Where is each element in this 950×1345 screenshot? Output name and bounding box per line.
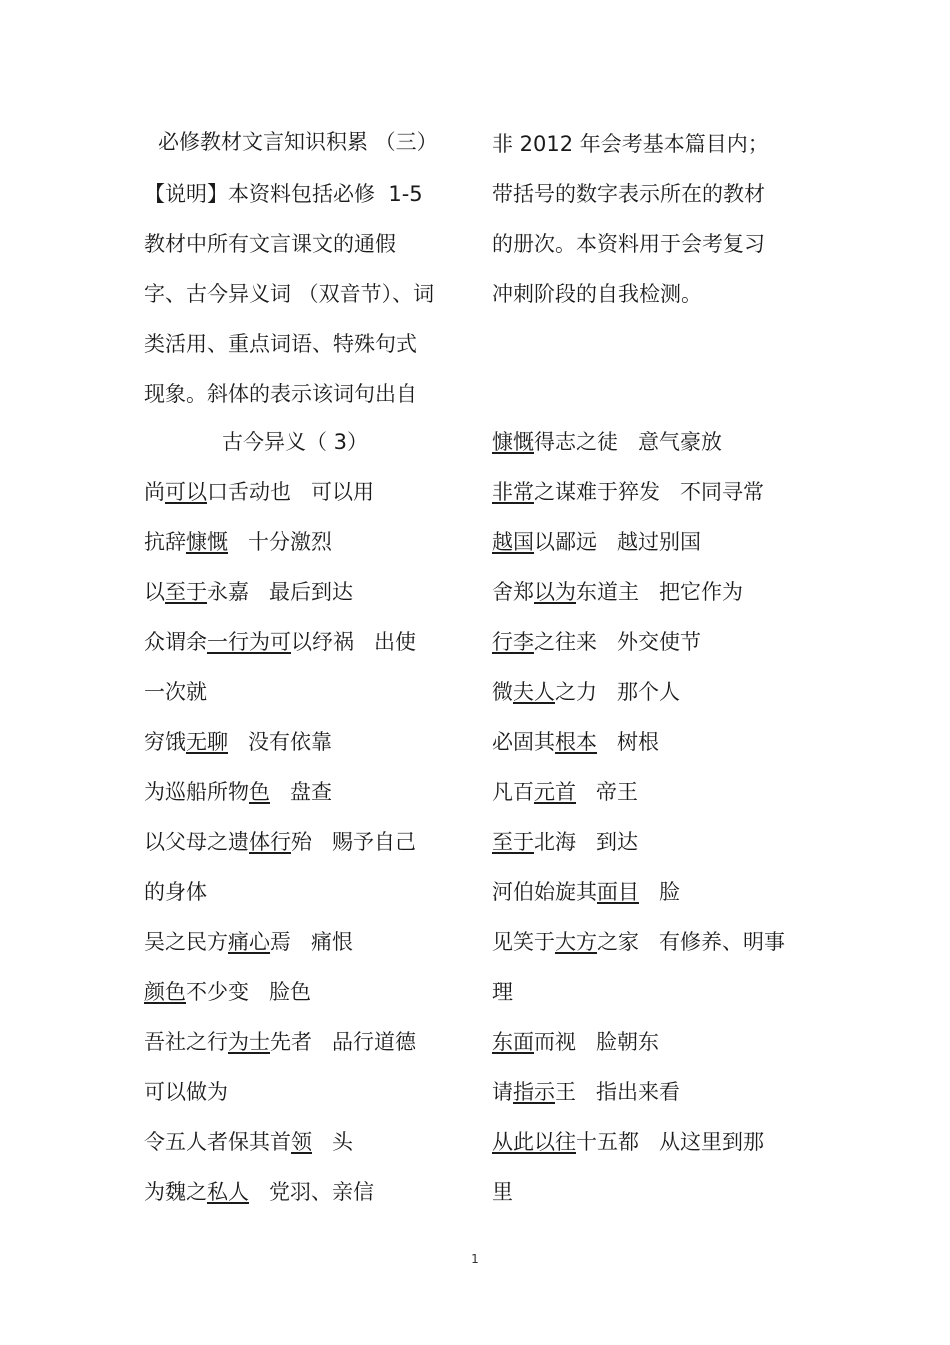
entry-keyword: 面目 — [597, 880, 639, 904]
entry-keyword: 慷慨 — [186, 530, 228, 554]
entry-text: 以纾祸 — [291, 630, 354, 654]
entry-meaning: 脸色 — [269, 980, 311, 1004]
entry-line — [492, 428, 722, 456]
entry-line — [144, 928, 353, 956]
entry-keyword: 为士 — [228, 1030, 270, 1054]
entry-text: 舍郑 — [492, 580, 534, 604]
entry-text: 之谋难于猝发 — [534, 480, 660, 504]
entry-line — [144, 828, 416, 856]
entry-keyword: 从此以往 — [492, 1130, 576, 1154]
entry-text: 之家 — [597, 930, 639, 954]
entry-text: 吴之民方 — [144, 930, 228, 954]
entry-keyword: 无聊 — [186, 730, 228, 754]
entry-keyword: 以为 — [534, 580, 576, 604]
entry-text: 以鄙远 — [534, 530, 597, 554]
intro-line: 冲刺阶段的自我检测。 — [492, 282, 702, 306]
entry-text: 河伯始旋其 — [492, 880, 597, 904]
entry-text: 北海 — [534, 830, 576, 854]
entry-text: 理 — [492, 980, 513, 1004]
entry-keyword: 颜色 — [144, 980, 186, 1004]
intro-line: 带括号的数字表示所在的教材 — [492, 182, 765, 206]
entry-line — [492, 1028, 659, 1056]
intro-line: 非 2012 年会考基本篇目内； — [492, 132, 769, 156]
entry-keyword: 私人 — [207, 1180, 249, 1204]
entry-text: 东道主 — [576, 580, 639, 604]
entry-text: 请 — [492, 1080, 513, 1104]
page-title: 必修教材文言知识积累 （三） — [158, 130, 438, 154]
entry-meaning: 脸朝东 — [596, 1030, 659, 1054]
entry-line — [492, 978, 513, 1006]
entry-text: 抗辞 — [144, 530, 186, 554]
entry-line — [492, 1128, 764, 1156]
section-heading: 古今异义（ 3） — [222, 430, 369, 454]
entry-meaning: 越过别国 — [617, 530, 701, 554]
entry-text: 凡百 — [492, 780, 534, 804]
entry-meaning: 有修养、明事 — [659, 930, 785, 954]
entry-meaning: 品行道德 — [332, 1030, 416, 1054]
entry-text: 里 — [492, 1180, 513, 1204]
entry-keyword: 越国 — [492, 530, 534, 554]
entry-meaning: 党羽、亲信 — [269, 1180, 374, 1204]
entry-meaning: 脸 — [659, 880, 680, 904]
entry-text: 见笑于 — [492, 930, 555, 954]
entry-meaning: 不同寻常 — [680, 480, 764, 504]
entry-line — [492, 1178, 513, 1206]
entry-keyword: 痛心 — [228, 930, 270, 954]
entry-keyword: 至于 — [492, 830, 534, 854]
entry-meaning: 头 — [332, 1130, 353, 1154]
entry-meaning: 帝王 — [596, 780, 638, 804]
entry-line — [144, 528, 332, 556]
entry-meaning: 从这里到那 — [659, 1130, 764, 1154]
entry-keyword: 非常 — [492, 480, 534, 504]
entry-keyword: 领 — [291, 1130, 312, 1154]
intro-line: 字、古今异义词 （双音节）、词 — [144, 282, 435, 306]
intro-line: 教材中所有文言课文的通假 — [144, 232, 396, 256]
entry-text: 微 — [492, 680, 513, 704]
intro-line: 现象。斜体的表示该词句出自 — [144, 382, 417, 406]
entry-text: 殆 — [291, 830, 312, 854]
entry-line — [492, 878, 680, 906]
entry-keyword: 体行 — [249, 830, 291, 854]
intro-line: 类活用、重点词语、特殊句式 — [144, 332, 417, 356]
entry-line — [144, 678, 207, 706]
page-number: 1 — [471, 1252, 479, 1266]
entry-text: 众谓余 — [144, 630, 207, 654]
entry-line — [492, 628, 701, 656]
entry-keyword: 指示 — [513, 1080, 555, 1104]
entry-text: 令五人者保其首 — [144, 1130, 291, 1154]
entry-line — [492, 678, 680, 706]
entry-line — [144, 1128, 353, 1156]
entry-meaning: 到达 — [596, 830, 638, 854]
entry-line — [492, 528, 701, 556]
entry-text: 口舌动也 — [207, 480, 291, 504]
entry-keyword: 夫人 — [513, 680, 555, 704]
intro-line: 【说明】本资料包括必修 1-5 — [144, 182, 423, 206]
entry-text: 尚 — [144, 480, 165, 504]
entry-text: 穷饿 — [144, 730, 186, 754]
entry-keyword: 一行为可 — [207, 630, 291, 654]
entry-meaning: 出使 — [374, 630, 416, 654]
entry-text: 必固其 — [492, 730, 555, 754]
entry-keyword: 慷慨 — [492, 430, 534, 454]
entry-text: 以 — [144, 580, 165, 604]
entry-line — [144, 1078, 228, 1106]
entry-keyword: 行李 — [492, 630, 534, 654]
entry-keyword: 色 — [249, 780, 270, 804]
entry-line — [144, 878, 207, 906]
entry-line — [492, 828, 638, 856]
entry-text: 之往来 — [534, 630, 597, 654]
entry-line — [144, 1028, 416, 1056]
entry-keyword: 大方 — [555, 930, 597, 954]
entry-meaning: 痛恨 — [311, 930, 353, 954]
entry-text: 王 — [555, 1080, 576, 1104]
entry-text: 永嘉 — [207, 580, 249, 604]
entry-meaning: 可以用 — [311, 480, 374, 504]
entry-text: 而视 — [534, 1030, 576, 1054]
entry-line — [492, 578, 743, 606]
entry-text: 一次就 — [144, 680, 207, 704]
entry-line — [492, 728, 659, 756]
entry-line — [492, 478, 764, 506]
entry-keyword: 可以 — [165, 480, 207, 504]
entry-meaning: 意气豪放 — [638, 430, 722, 454]
entry-meaning: 把它作为 — [659, 580, 743, 604]
entry-line — [144, 728, 332, 756]
entry-line — [492, 1078, 680, 1106]
entry-line — [144, 478, 374, 506]
entry-keyword: 根本 — [555, 730, 597, 754]
entry-keyword: 元首 — [534, 780, 576, 804]
entry-line — [144, 578, 353, 606]
entry-text: 不少变 — [186, 980, 249, 1004]
entry-meaning: 树根 — [617, 730, 659, 754]
entry-meaning: 外交使节 — [617, 630, 701, 654]
entry-text: 之力 — [555, 680, 597, 704]
entry-text: 得志之徒 — [534, 430, 618, 454]
entry-line — [492, 778, 638, 806]
entry-meaning: 那个人 — [617, 680, 680, 704]
entry-line — [144, 978, 311, 1006]
entry-meaning: 最后到达 — [269, 580, 353, 604]
entry-line — [144, 1178, 374, 1206]
entry-text: 为魏之 — [144, 1180, 207, 1204]
entry-meaning: 赐予自己 — [332, 830, 416, 854]
entry-line — [144, 628, 416, 656]
entry-meaning: 盘查 — [290, 780, 332, 804]
entry-text: 以父母之遗 — [144, 830, 249, 854]
entry-text: 的身体 — [144, 880, 207, 904]
entry-meaning: 十分激烈 — [248, 530, 332, 554]
entry-line — [492, 928, 785, 956]
entry-keyword: 至于 — [165, 580, 207, 604]
entry-text: 可以做为 — [144, 1080, 228, 1104]
entry-text: 吾社之行 — [144, 1030, 228, 1054]
entry-text: 为巡船所物 — [144, 780, 249, 804]
entry-meaning: 没有依靠 — [248, 730, 332, 754]
entry-text: 焉 — [270, 930, 291, 954]
entry-meaning: 指出来看 — [596, 1080, 680, 1104]
entry-line — [144, 778, 332, 806]
entry-keyword: 东面 — [492, 1030, 534, 1054]
intro-line: 的册次。本资料用于会考复习 — [492, 232, 765, 256]
entry-text: 十五都 — [576, 1130, 639, 1154]
entry-text: 先者 — [270, 1030, 312, 1054]
